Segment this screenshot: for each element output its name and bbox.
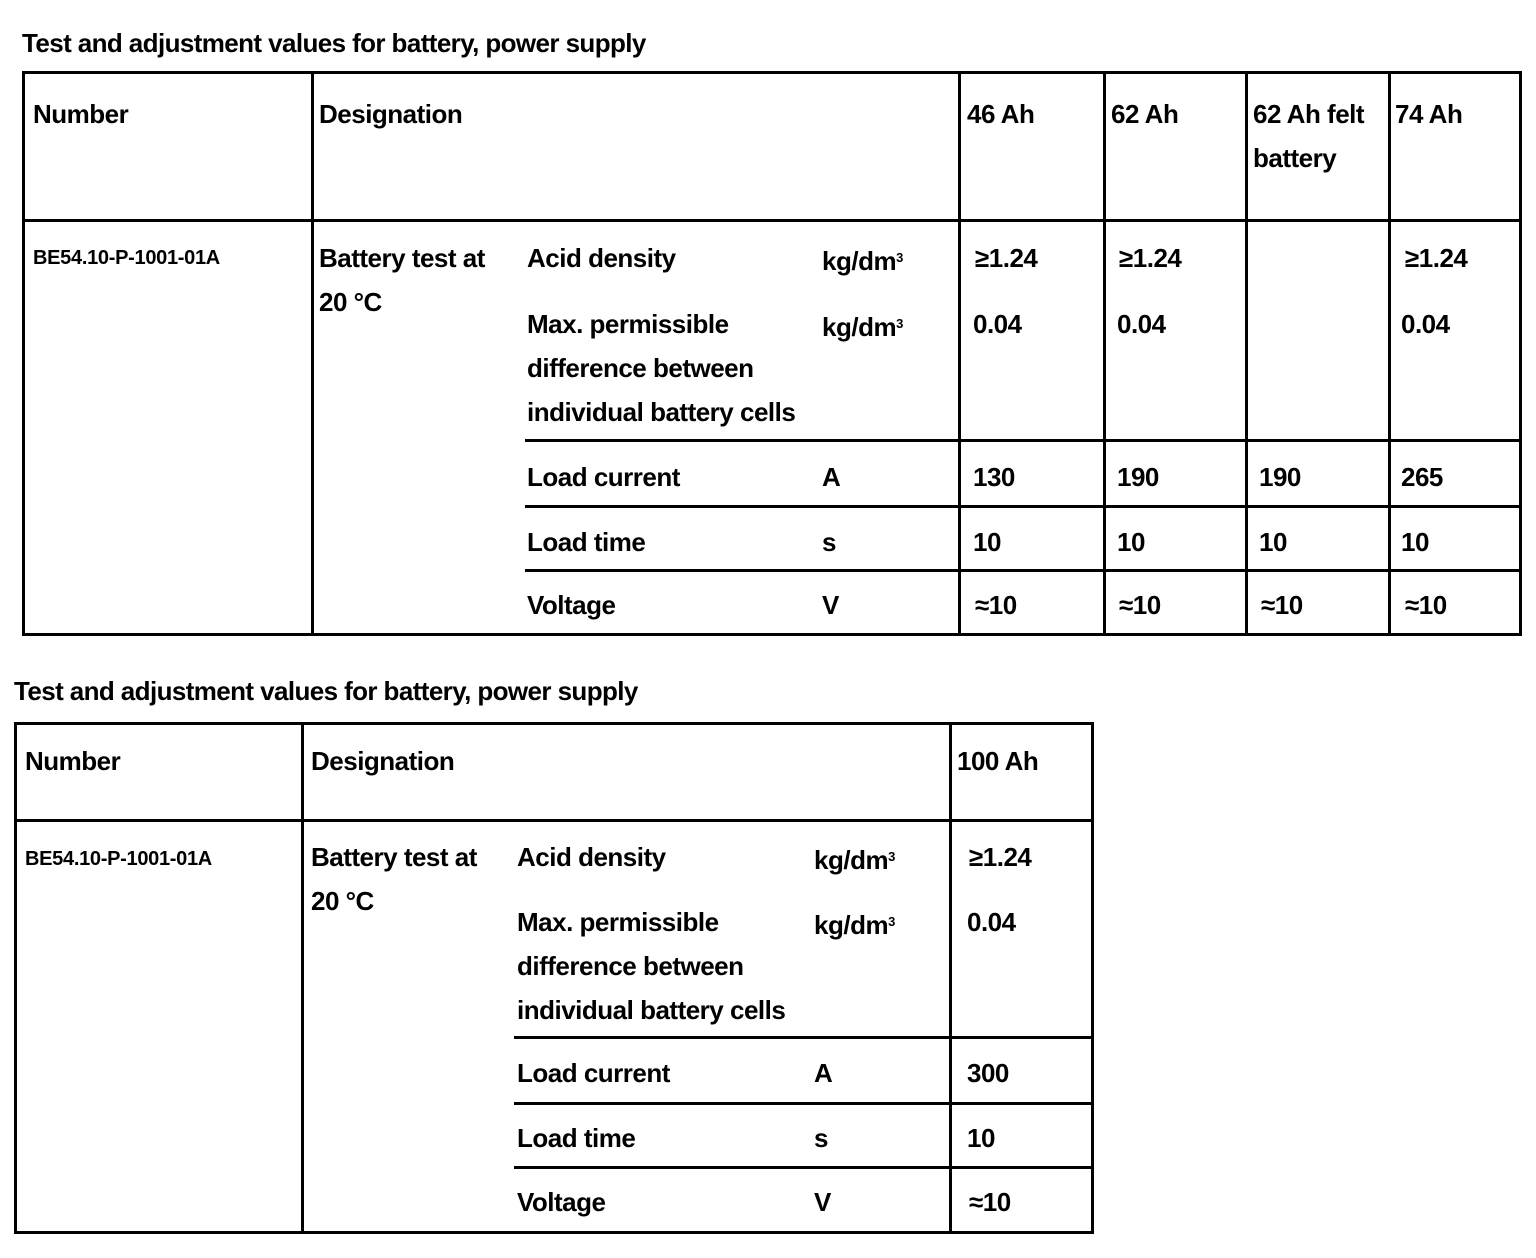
row-label-max-difference: Max. permissible difference between individual battery cells [517, 907, 786, 1025]
value-cell: ≈10 [975, 590, 1017, 620]
value-cell: 0.04 [1401, 309, 1450, 339]
header-designation: Designation [311, 746, 455, 776]
value-cell: 130 [973, 462, 1015, 492]
header-designation: Designation [319, 99, 463, 129]
divider [949, 725, 952, 1231]
divider [525, 505, 1519, 508]
value-cell: 265 [1401, 462, 1443, 492]
value-cell: 10 [1259, 527, 1287, 557]
divider [514, 1166, 1091, 1169]
row-label-load-time: Load time [527, 527, 646, 557]
divider [525, 439, 1519, 442]
value-cell: ≈10 [1405, 590, 1447, 620]
header-number: Number [33, 99, 129, 129]
row-unit-load-current: A [822, 462, 841, 492]
value-cell: ≈10 [1119, 590, 1161, 620]
divider [1388, 74, 1391, 633]
header-col-62ah-felt: 62 Ah felt battery [1253, 99, 1365, 173]
row-label-max-difference: Max. permissible difference between individual battery cells [527, 309, 796, 427]
value-cell: 10 [967, 1123, 995, 1153]
divider [1245, 74, 1248, 633]
header-col-100ah: 100 Ah [957, 746, 1039, 776]
row-label-acid-density: Acid density [527, 243, 676, 273]
divider [301, 725, 304, 1231]
value-cell: ≥1.24 [969, 842, 1032, 872]
row-label-load-current: Load current [517, 1058, 670, 1088]
value-cell: 0.04 [1117, 309, 1166, 339]
test-name: Battery test at 20 °C [319, 243, 485, 317]
row-number: BE54.10-P-1001-01A [33, 247, 220, 269]
row-unit-voltage: V [822, 590, 839, 620]
value-cell: 190 [1117, 462, 1159, 492]
divider [514, 1102, 1091, 1105]
row-unit-max-difference: $kg/dm^3$ [814, 910, 895, 940]
value-cell: 0.04 [973, 309, 1022, 339]
value-cell: ≈10 [969, 1187, 1011, 1217]
value-cell: 190 [1259, 462, 1301, 492]
row-label-load-current: Load current [527, 462, 680, 492]
row-label-acid-density: Acid density [517, 842, 666, 872]
row-unit-load-time: s [822, 527, 836, 557]
divider [311, 74, 314, 633]
row-label-voltage: Voltage [527, 590, 616, 620]
value-cell: ≥1.24 [1119, 243, 1182, 273]
value-cell: 300 [967, 1058, 1009, 1088]
divider [1103, 74, 1106, 633]
value-cell: 10 [1117, 527, 1145, 557]
header-col-46ah: 46 Ah [967, 99, 1035, 129]
value-cell: 10 [1401, 527, 1429, 557]
header-number: Number [25, 746, 121, 776]
header-col-74ah: 74 Ah [1395, 99, 1463, 129]
test-name: Battery test at 20 °C [311, 842, 477, 916]
value-cell: 10 [973, 527, 1001, 557]
divider [514, 1036, 1091, 1039]
value-cell: ≥1.24 [1405, 243, 1468, 273]
row-unit-acid-density: $kg/dm^3$ [822, 246, 903, 276]
row-label-voltage: Voltage [517, 1187, 606, 1217]
battery-values-table-1 [22, 71, 1522, 636]
value-cell: 0.04 [967, 907, 1016, 937]
value-cell: ≥1.24 [975, 243, 1038, 273]
table-2-title: Test and adjustment values for battery, power supply [14, 676, 638, 706]
divider [958, 74, 961, 633]
header-col-62ah: 62 Ah [1111, 99, 1179, 129]
row-number: BE54.10-P-1001-01A [25, 848, 212, 870]
row-unit-max-difference: $kg/dm^3$ [822, 312, 903, 342]
divider [525, 569, 1519, 572]
row-unit-load-time: s [814, 1123, 828, 1153]
divider [25, 219, 1519, 222]
table-1-title: Test and adjustment values for battery, power supply [22, 28, 646, 58]
row-unit-load-current: A [814, 1058, 833, 1088]
row-unit-acid-density: $kg/dm^3$ [814, 845, 895, 875]
row-label-load-time: Load time [517, 1123, 636, 1153]
divider [17, 819, 1091, 822]
row-unit-voltage: V [814, 1187, 831, 1217]
value-cell: ≈10 [1261, 590, 1303, 620]
battery-values-table-2 [14, 722, 1094, 1234]
